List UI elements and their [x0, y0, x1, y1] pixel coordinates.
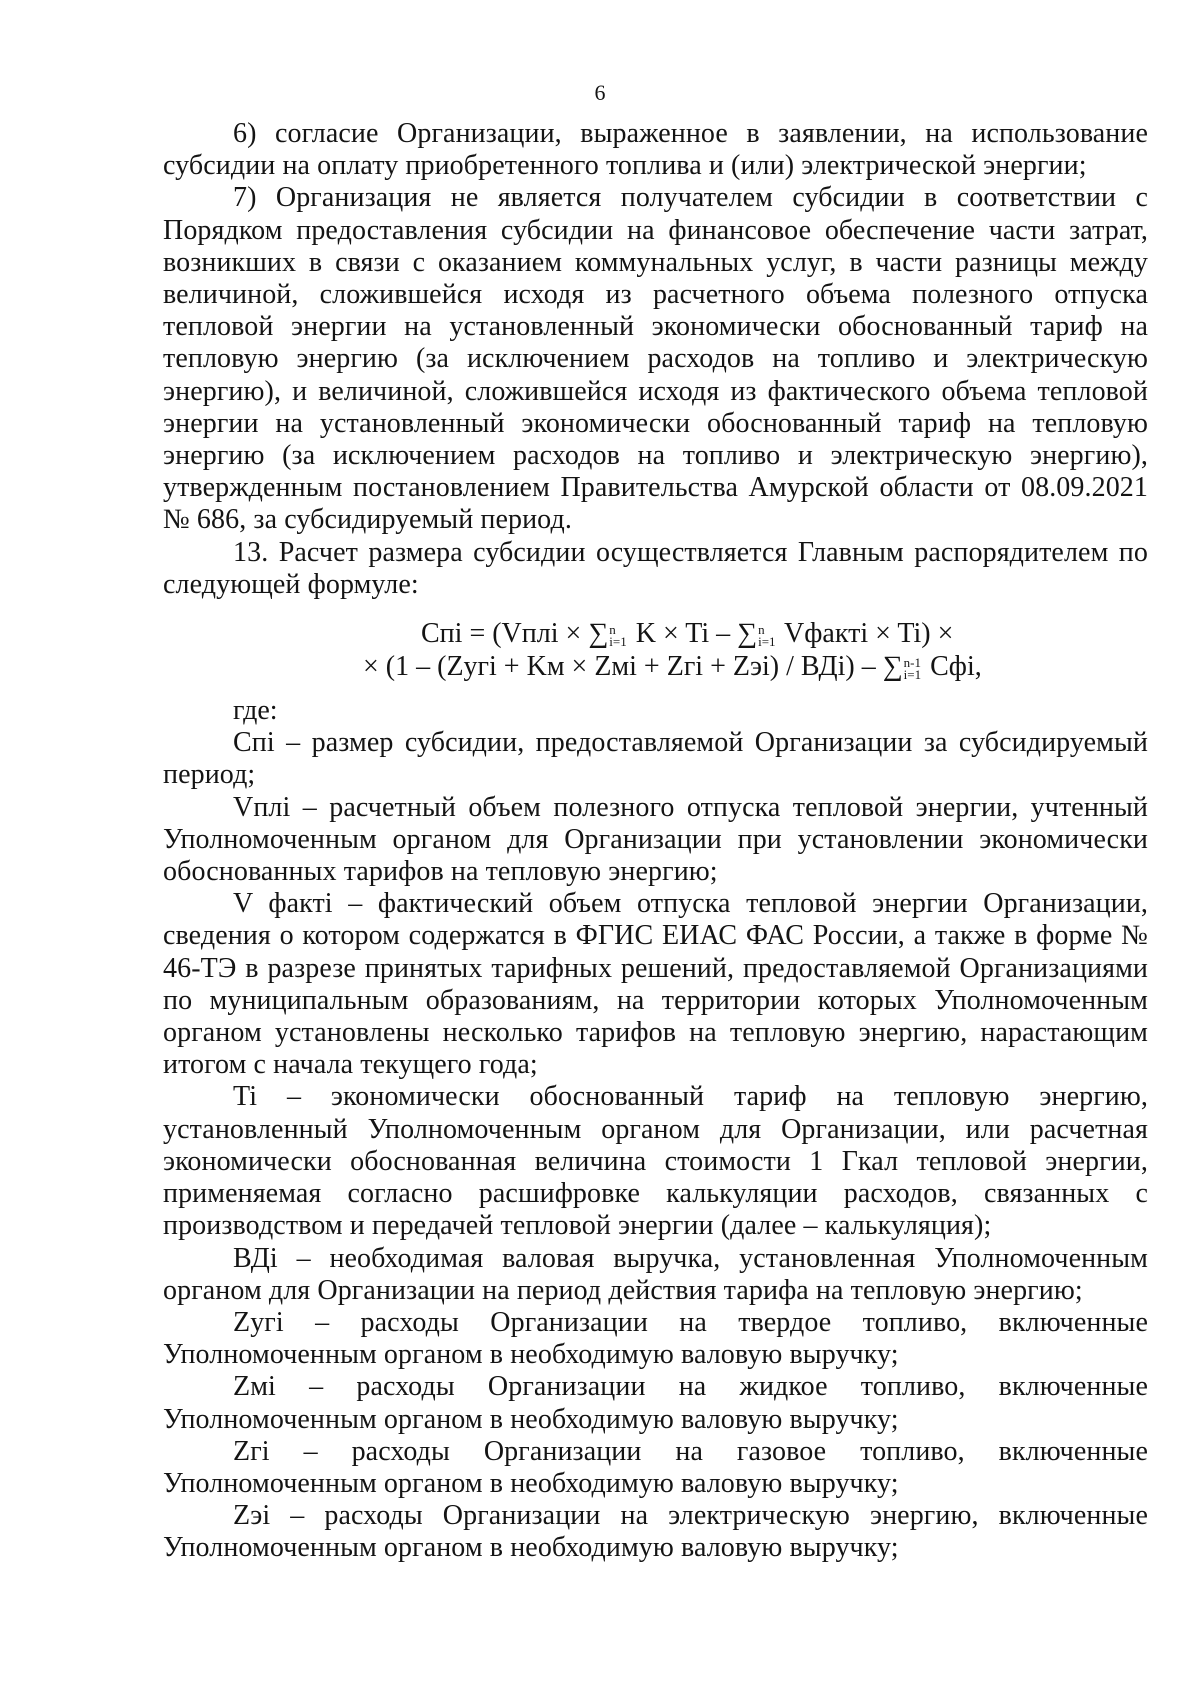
definition-cpi: Cпi – размер субсидии, предоставляемой Организации за субсидируемый период;	[163, 727, 1148, 791]
formula-text: K × Ti –	[628, 618, 738, 650]
sum-upper-limit: n-1	[903, 654, 922, 670]
definition-zmi: Zмi – расходы Организации на жидкое топливо, включенные Уполномоченным органом в необходимую валовую выручку;	[163, 1371, 1148, 1435]
formula-text: × (1 – (Zугi + Kм × Zмi + Zгi + Zэi) / ВДi) –	[363, 651, 883, 683]
paragraph-13: 13. Расчет размера субсидии осуществляется Главным распорядителем по следующей формуле:	[163, 536, 1148, 600]
sum-upper-limit: n	[609, 621, 616, 637]
definition-vpli: Vплi – расчетный объем полезного отпуска тепловой энергии, учтенный Уполномоченным органом для Организации при установлении экономически обоснованных тарифов на тепловую энергию;	[163, 791, 1148, 888]
where-label: где:	[233, 695, 278, 727]
formula-text: Cфi,	[923, 651, 982, 683]
paragraph-item-6: 6) согласие Организации, выраженное в заявлении, на использование субсидии на оплату приобретенного топлива и (или) электрической энергии;	[163, 118, 1148, 182]
definition-vfakti: V фактi – фактический объем отпуска тепловой энергии Организации, сведения о котором содержатся в ФГИС ЕИАС ФАС России, а также в форме № 46-ТЭ в разрезе принятых тарифных решений, предоставляемой Организациями по муниципальным образованиям, на территории которых Уполномоченным органом установлены несколько тарифов на тепловую энергию, нарастающим итогом с начала текущего года;	[163, 888, 1148, 1081]
page-number: 6	[594, 80, 606, 105]
formula-line-2	[363, 650, 1148, 683]
document-body	[163, 118, 1148, 1565]
sum-limits	[758, 621, 776, 649]
sum-lower-limit: i=1	[758, 633, 776, 649]
definition-zugi: Zугi – расходы Организации на твердое топливо, включенные Уполномоченным органом в необходимую валовую выручку;	[163, 1306, 1148, 1371]
sum-symbol: ∑	[737, 618, 758, 650]
definition-zgi: Zгi – расходы Организации на газовое топливо, включенные Уполномоченным органом в необходимую валовую выручку;	[163, 1435, 1148, 1499]
sum-symbol: ∑	[588, 618, 609, 650]
formula-line-1	[363, 617, 1148, 650]
subsidy-formula	[163, 617, 1148, 683]
sum-symbol: ∑	[882, 651, 903, 683]
definition-vdi: ВДi – необходимая валовая выручка, установленная Уполномоченным органом для Организации на период действия тарифа на тепловую энергию;	[163, 1242, 1148, 1306]
sum-limits	[903, 654, 922, 682]
paragraph-item-7: 7) Организация не является получателем субсидии в соответствии с Порядком предоставления субсидии на финансовое обеспечение части затрат, возникших в связи с оказанием коммунальных услуг, в части разницы между величиной, сложившейся исходя из расчетного объема полезного отпуска тепловой энергии на установленный экономически обоснованный тариф на тепловую энергию (за исключением расходов на топливо и электрическую энергию), и величиной, сложившейся исходя из фактического объема тепловой энергии на установленный экономически обоснованный тариф на тепловую энергию (за исключением расходов на топливо и электрическую энергию), утвержденным постановлением Правительства Амурской области от 08.09.2021 № 686, за субсидируемый период.	[163, 182, 1148, 536]
definition-ti: Ti – экономически обоснованный тариф на тепловую энергию, установленный Уполномоченным органом для Организации, или расчетная экономически обоснованная величина стоимости 1 Гкал тепловой энергии, применяемая согласно расшифровке калькуляции расходов, связанных с производством и передачей тепловой энергии (далее – калькуляция);	[163, 1081, 1148, 1242]
definition-zei: Zэi – расходы Организации на электрическую энергию, включенные Уполномоченным органом в необходимую валовую выручку;	[163, 1500, 1148, 1564]
sum-lower-limit: i=1	[903, 666, 922, 682]
formula-text: Cпi = (Vплi ×	[421, 618, 589, 650]
sum-lower-limit: i=1	[609, 633, 627, 649]
formula-text: Vфактi × Ti) ×	[777, 618, 954, 650]
sum-limits	[609, 621, 627, 649]
sum-upper-limit: n	[758, 621, 765, 637]
